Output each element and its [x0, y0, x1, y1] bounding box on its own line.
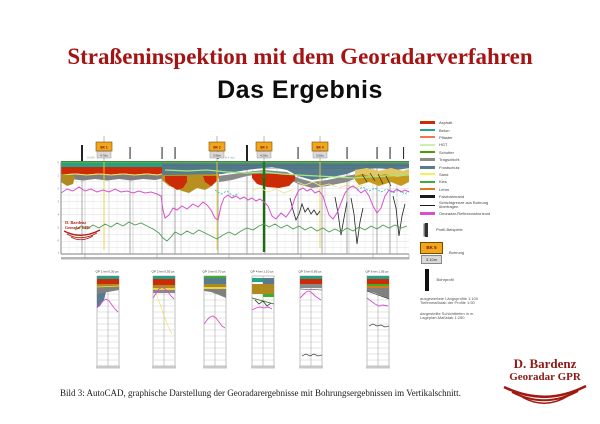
logo-name: D. Bardenz — [513, 356, 577, 371]
legend-borehole-sample: BK 5 3.10m Bohrung — [420, 242, 510, 264]
borehole-marker — [256, 136, 272, 162]
legend-item: Frostschutz — [420, 163, 510, 170]
svg-text:6: 6 — [57, 239, 59, 243]
profile-column-qp3 — [199, 268, 229, 374]
logo-subname: Georadar GPR — [509, 371, 581, 383]
legend-swatch — [420, 188, 435, 190]
logo-arcs-icon — [500, 383, 590, 409]
svg-text:1: 1 — [57, 174, 59, 178]
legend-item: Kies — [420, 178, 510, 185]
legend-swatch — [420, 136, 435, 138]
svg-text:BK 3: BK 3 — [260, 145, 268, 150]
svg-text:4.70m: 4.70m — [99, 153, 109, 158]
svg-text:BK 4: BK 4 — [316, 145, 324, 150]
legend-swatch — [420, 181, 435, 183]
legend-scale-item: Profil-Beispiele — [420, 223, 510, 237]
slide-title: Straßeninspektion mit dem Georadarverfahren — [67, 44, 533, 69]
svg-text:3.90m: 3.90m — [212, 153, 222, 158]
profile-column-qp1 — [92, 268, 122, 374]
legend-swatch — [420, 151, 435, 153]
svg-text:QP 5 bei 0,85 µs: QP 5 bei 0,85 µs — [298, 269, 322, 274]
svg-text:5: 5 — [57, 226, 59, 230]
borehole-depth-box: 3.10m — [421, 255, 442, 264]
borehole-marker — [209, 136, 225, 162]
cross-section-chart — [57, 118, 413, 266]
legend-item: Schotter — [420, 149, 510, 156]
svg-text:0+000: 0+000 — [87, 155, 95, 160]
svg-text:D. Bardenz: D. Bardenz — [65, 220, 87, 225]
svg-text:3: 3 — [57, 200, 59, 204]
legend-item: Georadar-Reflexionshorizont — [420, 210, 510, 217]
svg-text:QP 4 bei 1,10 µs: QP 4 bei 1,10 µs — [250, 269, 274, 274]
profile-column-qp6 — [362, 268, 392, 374]
legend-item: Sand — [420, 171, 510, 178]
borehole-box-icon: BK 5 — [420, 242, 443, 254]
legend-footnotes: dargestellte Schichttiefen in m Lageplan-Maßstab 1:250 — [420, 310, 474, 321]
borehole-markers — [96, 136, 328, 162]
profile-column-qp5 — [295, 268, 325, 374]
legend-item: Pflaster — [420, 134, 510, 141]
legend-item: Fahrbahnrand — [420, 193, 510, 200]
svg-text:QP 3 bei 0,70 µs: QP 3 bei 0,70 µs — [202, 269, 226, 274]
svg-text:3.60m: 3.60m — [315, 153, 325, 158]
legend-swatch — [420, 166, 435, 169]
company-logo — [495, 357, 595, 414]
legend-swatch — [420, 144, 435, 146]
svg-text:QP 2 bei 0,55 µs: QP 2 bei 0,55 µs — [151, 269, 175, 274]
slide-subtitle: Das Ergebnis — [217, 76, 383, 104]
borehole-marker — [96, 136, 112, 162]
svg-text:BK 2: BK 2 — [213, 145, 221, 150]
svg-text:BK 1: BK 1 — [100, 145, 108, 150]
svg-text:4: 4 — [57, 213, 59, 217]
legend-footnotes: ausgewertete Längsprofile 1:100 Tiefenmaßstab der Profile 1:50 — [420, 295, 479, 306]
svg-text:QP 1 bei 0,30 µs: QP 1 bei 0,30 µs — [95, 269, 119, 274]
legend-swatch — [420, 212, 435, 215]
legend-swatch — [420, 129, 435, 131]
legend-item: HGT — [420, 141, 510, 148]
legend-swatch — [420, 158, 435, 161]
depth-ruler-icon — [425, 223, 428, 237]
legend-bohrprofil-item: Bohrprofil — [420, 269, 510, 291]
y-axis-tick-labels — [58, 161, 60, 256]
svg-text:0: 0 — [57, 161, 59, 165]
legend-swatch — [420, 173, 435, 175]
legend-item: Lehm — [420, 186, 510, 193]
legend-swatch — [420, 205, 435, 206]
svg-text:B 4 neu: B 4 neu — [225, 155, 235, 160]
svg-text:7: 7 — [57, 252, 59, 255]
borehole-column-icon — [425, 269, 429, 291]
legend-item: Schichtgrenze aus Bohrung übertragen — [420, 200, 510, 210]
figure-caption: Bild 3: AutoCAD, graphische Darstellung der Georadarergebnisse mit Bohrungsergebnissen im Vertikalschnitt. — [60, 388, 461, 398]
chart-legend — [420, 119, 510, 321]
profile-column-qp4 — [247, 268, 277, 374]
legend-swatch — [420, 195, 435, 198]
profile-column-qp2 — [148, 268, 178, 374]
station-ticks — [81, 145, 404, 161]
svg-text:4.20m: 4.20m — [259, 153, 269, 158]
legend-item: Beton — [420, 126, 510, 133]
svg-text:Georadar GPR: Georadar GPR — [65, 226, 90, 230]
svg-text:QP 6 bei 1,05 µs: QP 6 bei 1,05 µs — [365, 269, 389, 274]
legend-swatch — [420, 121, 435, 124]
legend-item: Tragschicht — [420, 156, 510, 163]
borehole-marker — [312, 136, 328, 162]
legend-item: Asphalt — [420, 119, 510, 126]
svg-text:2: 2 — [57, 187, 59, 191]
